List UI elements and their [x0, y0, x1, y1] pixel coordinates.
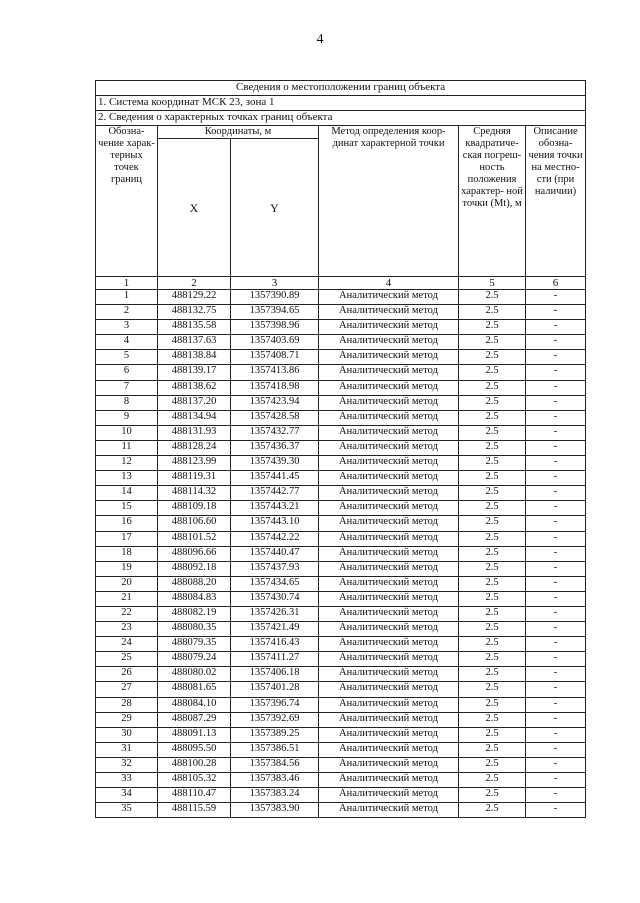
coord-x-cell: 488092.18 [158, 561, 231, 576]
mean-square-error-cell: 2.5 [459, 637, 526, 652]
coord-x-cell: 488114.32 [158, 486, 231, 501]
point-description-cell: - [526, 803, 586, 818]
mean-square-error-cell: 2.5 [459, 290, 526, 305]
coord-x-cell: 488088.20 [158, 576, 231, 591]
table-row [96, 727, 586, 742]
coord-x-cell: 488082.19 [158, 606, 231, 621]
point-number-cell: 21 [96, 591, 158, 606]
mean-square-error-cell: 2.5 [459, 335, 526, 350]
mean-square-error-cell: 2.5 [459, 773, 526, 788]
method-cell: Аналитический метод [319, 757, 459, 772]
page-number: 4 [316, 32, 324, 47]
method-cell: Аналитический метод [319, 290, 459, 305]
coord-y-cell: 1357443.10 [231, 516, 319, 531]
method-cell: Аналитический метод [319, 652, 459, 667]
coord-x-cell: 488115.59 [158, 803, 231, 818]
coord-y-cell: 1357390.89 [231, 290, 319, 305]
point-description-cell: - [526, 697, 586, 712]
point-description-cell: - [526, 290, 586, 305]
method-cell: Аналитический метод [319, 546, 459, 561]
method-cell: Аналитический метод [319, 637, 459, 652]
point-number-cell: 30 [96, 727, 158, 742]
method-cell: Аналитический метод [319, 471, 459, 486]
table-row [96, 501, 586, 516]
coord-y-cell: 1357426.31 [231, 606, 319, 621]
point-number-cell: 3 [96, 320, 158, 335]
boundary-points-table [95, 80, 586, 818]
coord-x-cell: 488135.58 [158, 320, 231, 335]
table-row [96, 365, 586, 380]
method-cell: Аналитический метод [319, 305, 459, 320]
header-y: Y [231, 139, 319, 277]
point-description-cell: - [526, 365, 586, 380]
coord-y-cell: 1357408.71 [231, 350, 319, 365]
coord-x-cell: 488079.35 [158, 637, 231, 652]
table-row [96, 742, 586, 757]
coord-x-cell: 488106.60 [158, 516, 231, 531]
point-number-cell: 15 [96, 501, 158, 516]
method-cell: Аналитический метод [319, 712, 459, 727]
coord-x-cell: 488084.10 [158, 697, 231, 712]
mean-square-error-cell: 2.5 [459, 486, 526, 501]
point-description-cell: - [526, 425, 586, 440]
point-number-cell: 20 [96, 576, 158, 591]
method-cell: Аналитический метод [319, 682, 459, 697]
mean-square-error-cell: 2.5 [459, 697, 526, 712]
coord-y-cell: 1357430.74 [231, 591, 319, 606]
points-section-label: 2. Сведения о характерных точках границ объекта [96, 111, 586, 126]
point-number-cell: 13 [96, 471, 158, 486]
method-cell: Аналитический метод [319, 350, 459, 365]
coord-x-cell: 488087.29 [158, 712, 231, 727]
point-description-cell: - [526, 305, 586, 320]
point-number-cell: 28 [96, 697, 158, 712]
table-row [96, 682, 586, 697]
coord-x-cell: 488129.22 [158, 290, 231, 305]
coord-x-cell: 488091.13 [158, 727, 231, 742]
header-coordinates: Координаты, м [158, 126, 319, 139]
coord-y-cell: 1357392.69 [231, 712, 319, 727]
mean-square-error-cell: 2.5 [459, 561, 526, 576]
table-row [96, 667, 586, 682]
table-row [96, 440, 586, 455]
mean-square-error-cell: 2.5 [459, 712, 526, 727]
coord-x-cell: 488096.66 [158, 546, 231, 561]
table-row [96, 773, 586, 788]
point-number-cell: 18 [96, 546, 158, 561]
point-number-cell: 6 [96, 365, 158, 380]
mean-square-error-cell: 2.5 [459, 320, 526, 335]
coord-y-cell: 1357401.28 [231, 682, 319, 697]
table-row [96, 591, 586, 606]
table-row [96, 290, 586, 305]
mean-square-error-cell: 2.5 [459, 546, 526, 561]
mean-square-error-cell: 2.5 [459, 365, 526, 380]
method-cell: Аналитический метод [319, 456, 459, 471]
coord-x-cell: 488139.17 [158, 365, 231, 380]
coord-x-cell: 488105.32 [158, 773, 231, 788]
coord-x-cell: 488134.94 [158, 410, 231, 425]
point-description-cell: - [526, 757, 586, 772]
point-description-cell: - [526, 410, 586, 425]
method-cell: Аналитический метод [319, 395, 459, 410]
method-cell: Аналитический метод [319, 320, 459, 335]
mean-square-error-cell: 2.5 [459, 788, 526, 803]
coord-x-cell: 488081.65 [158, 682, 231, 697]
column-number: 2 [158, 277, 231, 290]
mean-square-error-cell: 2.5 [459, 350, 526, 365]
point-number-cell: 5 [96, 350, 158, 365]
coord-y-cell: 1357437.93 [231, 561, 319, 576]
column-number: 3 [231, 277, 319, 290]
point-description-cell: - [526, 561, 586, 576]
coord-x-cell: 488131.93 [158, 425, 231, 440]
method-cell: Аналитический метод [319, 727, 459, 742]
table-row [96, 486, 586, 501]
method-cell: Аналитический метод [319, 425, 459, 440]
point-description-cell: - [526, 380, 586, 395]
point-description-cell: - [526, 546, 586, 561]
coord-x-cell: 488128.24 [158, 440, 231, 455]
table-row [96, 410, 586, 425]
point-number-cell: 10 [96, 425, 158, 440]
mean-square-error-cell: 2.5 [459, 471, 526, 486]
table-row [96, 637, 586, 652]
point-description-cell: - [526, 667, 586, 682]
point-description-cell: - [526, 652, 586, 667]
table-row [96, 320, 586, 335]
point-description-cell: - [526, 576, 586, 591]
table-row [96, 561, 586, 576]
coord-x-cell: 488084.83 [158, 591, 231, 606]
coord-x-cell: 488100.28 [158, 757, 231, 772]
coord-y-cell: 1357432.77 [231, 425, 319, 440]
coord-x-cell: 488132.75 [158, 305, 231, 320]
mean-square-error-cell: 2.5 [459, 576, 526, 591]
method-cell: Аналитический метод [319, 803, 459, 818]
point-number-cell: 26 [96, 667, 158, 682]
coord-y-cell: 1357383.90 [231, 803, 319, 818]
table-row [96, 757, 586, 772]
mean-square-error-cell: 2.5 [459, 380, 526, 395]
point-description-cell: - [526, 471, 586, 486]
point-description-cell: - [526, 591, 586, 606]
point-number-cell: 17 [96, 531, 158, 546]
method-cell: Аналитический метод [319, 697, 459, 712]
coord-y-cell: 1357386.51 [231, 742, 319, 757]
column-number: 6 [526, 277, 586, 290]
method-cell: Аналитический метод [319, 516, 459, 531]
mean-square-error-cell: 2.5 [459, 667, 526, 682]
coord-y-cell: 1357418.98 [231, 380, 319, 395]
mean-square-error-cell: 2.5 [459, 803, 526, 818]
point-description-cell: - [526, 350, 586, 365]
point-number-cell: 9 [96, 410, 158, 425]
coord-x-cell: 488123.99 [158, 456, 231, 471]
mean-square-error-cell: 2.5 [459, 516, 526, 531]
point-description-cell: - [526, 788, 586, 803]
point-number-cell: 2 [96, 305, 158, 320]
point-description-cell: - [526, 712, 586, 727]
mean-square-error-cell: 2.5 [459, 591, 526, 606]
mean-square-error-cell: 2.5 [459, 606, 526, 621]
point-number-cell: 32 [96, 757, 158, 772]
coord-y-cell: 1357442.22 [231, 531, 319, 546]
point-number-cell: 1 [96, 290, 158, 305]
point-number-cell: 11 [96, 440, 158, 455]
coord-y-cell: 1357389.25 [231, 727, 319, 742]
method-cell: Аналитический метод [319, 773, 459, 788]
mean-square-error-cell: 2.5 [459, 456, 526, 471]
mean-square-error-cell: 2.5 [459, 501, 526, 516]
point-description-cell: - [526, 456, 586, 471]
mean-square-error-cell: 2.5 [459, 425, 526, 440]
coordinate-system-label: 1. Система координат МСК 23, зона 1 [96, 96, 586, 111]
point-description-cell: - [526, 606, 586, 621]
coord-y-cell: 1357411.27 [231, 652, 319, 667]
mean-square-error-cell: 2.5 [459, 622, 526, 637]
coord-y-cell: 1357428.58 [231, 410, 319, 425]
point-number-cell: 8 [96, 395, 158, 410]
mean-square-error-cell: 2.5 [459, 395, 526, 410]
mean-square-error-cell: 2.5 [459, 757, 526, 772]
coord-x-cell: 488138.84 [158, 350, 231, 365]
coord-x-cell: 488080.02 [158, 667, 231, 682]
point-number-cell: 7 [96, 380, 158, 395]
table-row [96, 305, 586, 320]
method-cell: Аналитический метод [319, 591, 459, 606]
point-number-cell: 23 [96, 622, 158, 637]
header-method: Метод определения коор- динат характерной точки [319, 126, 459, 277]
coord-y-cell: 1357442.77 [231, 486, 319, 501]
point-number-cell: 14 [96, 486, 158, 501]
point-number-cell: 19 [96, 561, 158, 576]
point-description-cell: - [526, 320, 586, 335]
table-row [96, 516, 586, 531]
table-row [96, 456, 586, 471]
point-number-cell: 4 [96, 335, 158, 350]
method-cell: Аналитический метод [319, 531, 459, 546]
coord-y-cell: 1357413.86 [231, 365, 319, 380]
coord-y-cell: 1357421.49 [231, 622, 319, 637]
method-cell: Аналитический метод [319, 380, 459, 395]
method-cell: Аналитический метод [319, 501, 459, 516]
point-number-cell: 27 [96, 682, 158, 697]
point-number-cell: 22 [96, 606, 158, 621]
table-row [96, 622, 586, 637]
method-cell: Аналитический метод [319, 742, 459, 757]
coord-x-cell: 488079.24 [158, 652, 231, 667]
table-row [96, 788, 586, 803]
point-description-cell: - [526, 335, 586, 350]
coord-y-cell: 1357383.24 [231, 788, 319, 803]
coord-x-cell: 488137.20 [158, 395, 231, 410]
column-number: 5 [459, 277, 526, 290]
header-error: Средняя квадратиче- ская погреш- ность положения характер- ной точки (Mt), м [459, 126, 526, 277]
point-number-cell: 12 [96, 456, 158, 471]
method-cell: Аналитический метод [319, 606, 459, 621]
table-row [96, 380, 586, 395]
table-row [96, 652, 586, 667]
method-cell: Аналитический метод [319, 667, 459, 682]
method-cell: Аналитический метод [319, 335, 459, 350]
coord-y-cell: 1357443.21 [231, 501, 319, 516]
point-description-cell: - [526, 622, 586, 637]
table-row [96, 606, 586, 621]
coord-x-cell: 488095.50 [158, 742, 231, 757]
point-description-cell: - [526, 773, 586, 788]
coord-x-cell: 488101.52 [158, 531, 231, 546]
coord-y-cell: 1357406.18 [231, 667, 319, 682]
point-description-cell: - [526, 727, 586, 742]
mean-square-error-cell: 2.5 [459, 531, 526, 546]
point-number-cell: 25 [96, 652, 158, 667]
table-row [96, 350, 586, 365]
header-description: Описание обозна- чения точки на местно- сти (при наличии) [526, 126, 586, 277]
mean-square-error-cell: 2.5 [459, 727, 526, 742]
point-description-cell: - [526, 682, 586, 697]
coord-y-cell: 1357439.30 [231, 456, 319, 471]
method-cell: Аналитический метод [319, 788, 459, 803]
column-number: 4 [319, 277, 459, 290]
table-row [96, 395, 586, 410]
method-cell: Аналитический метод [319, 440, 459, 455]
point-number-cell: 33 [96, 773, 158, 788]
method-cell: Аналитический метод [319, 576, 459, 591]
mean-square-error-cell: 2.5 [459, 410, 526, 425]
method-cell: Аналитический метод [319, 486, 459, 501]
coord-x-cell: 488137.63 [158, 335, 231, 350]
point-description-cell: - [526, 637, 586, 652]
point-description-cell: - [526, 440, 586, 455]
point-number-cell: 24 [96, 637, 158, 652]
coord-y-cell: 1357383.46 [231, 773, 319, 788]
point-number-cell: 29 [96, 712, 158, 727]
method-cell: Аналитический метод [319, 622, 459, 637]
mean-square-error-cell: 2.5 [459, 682, 526, 697]
coord-y-cell: 1357440.47 [231, 546, 319, 561]
coord-y-cell: 1357441.45 [231, 471, 319, 486]
table-row [96, 546, 586, 561]
coord-x-cell: 488138.62 [158, 380, 231, 395]
coord-y-cell: 1357423.94 [231, 395, 319, 410]
column-number-row [96, 277, 586, 290]
table-row [96, 576, 586, 591]
table-row [96, 335, 586, 350]
coord-y-cell: 1357416.43 [231, 637, 319, 652]
coord-x-cell: 488119.31 [158, 471, 231, 486]
coord-y-cell: 1357396.74 [231, 697, 319, 712]
table-row [96, 471, 586, 486]
table-row [96, 803, 586, 818]
method-cell: Аналитический метод [319, 365, 459, 380]
coord-y-cell: 1357436.37 [231, 440, 319, 455]
point-number-cell: 35 [96, 803, 158, 818]
table-row [96, 531, 586, 546]
coord-x-cell: 488109.18 [158, 501, 231, 516]
mean-square-error-cell: 2.5 [459, 305, 526, 320]
point-number-cell: 16 [96, 516, 158, 531]
mean-square-error-cell: 2.5 [459, 652, 526, 667]
point-description-cell: - [526, 516, 586, 531]
coord-y-cell: 1357434.65 [231, 576, 319, 591]
table-row [96, 425, 586, 440]
method-cell: Аналитический метод [319, 410, 459, 425]
coord-x-cell: 488080.35 [158, 622, 231, 637]
point-number-cell: 34 [96, 788, 158, 803]
point-description-cell: - [526, 531, 586, 546]
header-designation: Обозна- чение харак- терных точек границ [96, 126, 158, 277]
header-x: X [158, 139, 231, 277]
mean-square-error-cell: 2.5 [459, 742, 526, 757]
coord-y-cell: 1357394.65 [231, 305, 319, 320]
point-description-cell: - [526, 486, 586, 501]
mean-square-error-cell: 2.5 [459, 440, 526, 455]
table-title: Сведения о местоположении границ объекта [96, 81, 586, 96]
coord-y-cell: 1357384.56 [231, 757, 319, 772]
method-cell: Аналитический метод [319, 561, 459, 576]
point-description-cell: - [526, 742, 586, 757]
coord-y-cell: 1357398.96 [231, 320, 319, 335]
table-row [96, 697, 586, 712]
table-row [96, 712, 586, 727]
point-number-cell: 31 [96, 742, 158, 757]
point-description-cell: - [526, 501, 586, 516]
point-description-cell: - [526, 395, 586, 410]
coord-y-cell: 1357403.69 [231, 335, 319, 350]
column-number: 1 [96, 277, 158, 290]
coord-x-cell: 488110.47 [158, 788, 231, 803]
